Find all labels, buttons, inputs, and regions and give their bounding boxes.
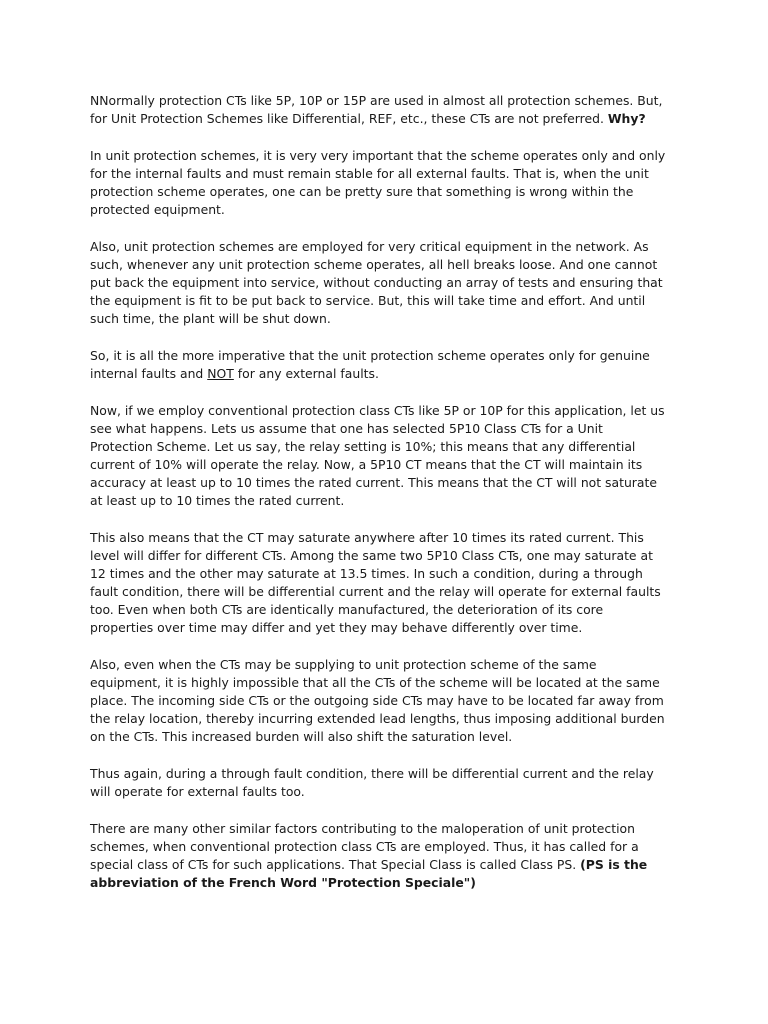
paragraph-6-line: This also means that the CT may saturate anywhere after 10 times its rated current. This [90,530,644,545]
paragraph-5-line: see what happens. Lets us assume that one has selected 5P10 Class CTs for a Unit [90,421,603,436]
paragraph-4-line-2-before: internal faults and [90,366,208,381]
paragraph-7-line: equipment, it is highly impossible that all the CTs of the scheme will be located at the same [90,675,660,690]
paragraph-9-line-2: schemes, when conventional protection class CTs are employed. Thus, it has called for a [90,839,639,854]
paragraph-5-line: at least up to 10 times the rated current. [90,493,345,508]
why-question: Why? [607,111,646,126]
paragraph-5-line: accuracy at least up to 10 times the rated current. This means that the CT will not saturate [90,475,657,490]
paragraph-1-line-2-text: for Unit Protection Schemes like Differential, REF, etc., these CTs are not preferred. [90,111,608,126]
paragraph-4-line-2-after: for any external faults. [233,366,379,381]
paragraph-5-line: Protection Scheme. Let us say, the relay setting is 10%; this means that any differential [90,439,636,454]
paragraph-2-line: protected equipment. [90,202,225,217]
paragraph-7-line: the relay location, thereby incurring extended lead lengths, thus imposing additional burden [90,711,665,726]
paragraph-3-line: Also, unit protection schemes are employed for very critical equipment in the network. As [90,239,649,254]
paragraph-5-line: Now, if we employ conventional protection class CTs like 5P or 10P for this application, let us [90,403,665,418]
paragraph-9-line-3 [90,856,690,874]
paragraph-3-line: the equipment is fit to be put back to service. But, this will take time and effort. And until [90,293,646,308]
paragraph-5-line: current of 10% will operate the relay. Now, a 5P10 CT means that the CT will maintain its [90,457,643,472]
paragraph-6-line: properties over time may differ and yet they may behave differently over time. [90,620,583,635]
document-page [90,92,690,911]
paragraph-7-line: Also, even when the CTs may be supplying to unit protection scheme of the same [90,657,597,672]
ps-definition-end: abbreviation of the French Word "Protection Speciale") [90,875,476,890]
paragraph-4-line-2 [90,365,690,383]
paragraph-1-line-2 [90,110,690,128]
paragraph-1-line-1: NNormally protection CTs like 5P, 10P or 15P are used in almost all protection schemes. But, [90,93,663,108]
paragraph-6-line: level will differ for different CTs. Among the same two 5P10 Class CTs, one may saturate at [90,548,653,563]
paragraph-2-line: In unit protection schemes, it is very very important that the scheme operates only and only [90,148,666,163]
paragraph-3-line: such time, the plant will be shut down. [90,311,331,326]
paragraph-6 [90,529,690,637]
paragraph-9-line-1: There are many other similar factors contributing to the maloperation of unit protection [90,821,635,836]
paragraph-3-line: such, whenever any unit protection scheme operates, all hell breaks loose. And one cannot [90,257,658,272]
paragraph-6-line: too. Even when both CTs are identically manufactured, the deterioration of its core [90,602,604,617]
paragraph-8 [90,765,690,801]
paragraph-2-line: for the internal faults and must remain stable for all external faults. That is, when the unit [90,166,649,181]
paragraph-3 [90,238,690,328]
paragraph-7 [90,656,690,746]
paragraph-9 [90,820,690,892]
not-emphasis: NOT [207,366,234,381]
paragraph-4-line-1: So, it is all the more imperative that the unit protection scheme operates only for genuine [90,348,650,363]
paragraph-4 [90,347,690,383]
paragraph-7-line: place. The incoming side CTs or the outgoing side CTs may have to be located far away from [90,693,664,708]
paragraph-9-line-3-text: special class of CTs for such applications. That Special Class is called Class PS. [90,857,581,872]
paragraph-8-line: Thus again, during a through fault condition, there will be differential current and the relay [90,766,654,781]
paragraph-1 [90,92,690,128]
paragraph-2-line: protection scheme operates, one can be pretty sure that something is wrong within the [90,184,634,199]
paragraph-3-line: put back the equipment into service, without conducting an array of tests and ensuring that [90,275,663,290]
paragraph-6-line: 12 times and the other may saturate at 13.5 times. In such a condition, during a through [90,566,643,581]
paragraph-7-line: on the CTs. This increased burden will also shift the saturation level. [90,729,513,744]
paragraph-5 [90,402,690,510]
paragraph-8-line: will operate for external faults too. [90,784,305,799]
paragraph-2 [90,147,690,219]
paragraph-6-line: fault condition, there will be differential current and the relay will operate for external faults [90,584,661,599]
ps-definition-start: (PS is the [580,857,648,872]
